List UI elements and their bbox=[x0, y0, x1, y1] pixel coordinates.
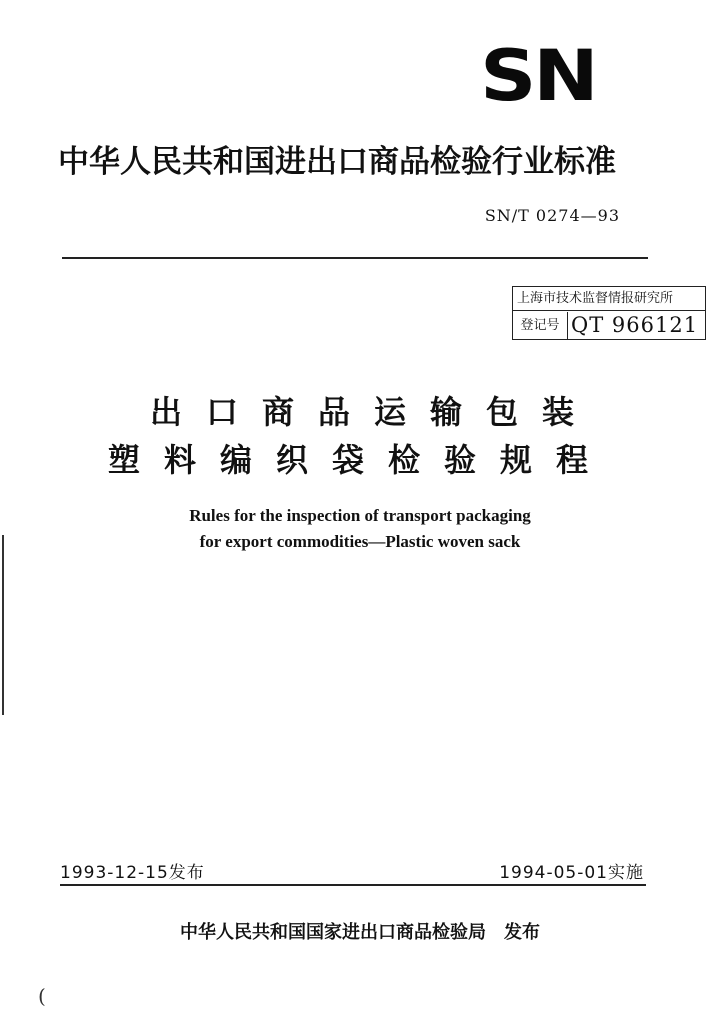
stamp-label: 登记号 bbox=[513, 312, 568, 339]
registration-stamp bbox=[512, 286, 706, 340]
binding-margin-mark bbox=[2, 535, 4, 715]
implementation-date: 1994-05-01实施 bbox=[499, 863, 644, 883]
english-title-line-2: for export commodities—Plastic woven sack bbox=[199, 532, 521, 551]
publisher-name: 中华人民共和国国家进出口商品检验局 bbox=[180, 922, 486, 943]
english-title-line-1: Rules for the inspection of transport packaging bbox=[189, 506, 531, 525]
stamp-number-row bbox=[513, 312, 705, 339]
publisher-action: 发布 bbox=[504, 922, 540, 943]
chinese-title-line-2: 塑料编织袋检验规程 bbox=[107, 441, 612, 479]
header-divider bbox=[62, 257, 648, 259]
publisher-line bbox=[100, 920, 620, 946]
chinese-title-line-1: 出口商品运输包装 bbox=[149, 393, 598, 431]
issue-date: 1993-12-15发布 bbox=[60, 863, 205, 883]
margin-parenthesis: ( bbox=[38, 984, 46, 1008]
footer-divider bbox=[60, 884, 646, 886]
stamp-number: QT 966121 bbox=[571, 313, 699, 337]
industry-standard-heading: 中华人民共和国进出口商品检验行业标准 bbox=[58, 144, 616, 180]
standard-number: SN/T 0274—93 bbox=[484, 206, 620, 225]
stamp-institute: 上海市技术监督情报研究所 bbox=[513, 287, 705, 311]
sn-logo: SN bbox=[480, 35, 596, 117]
